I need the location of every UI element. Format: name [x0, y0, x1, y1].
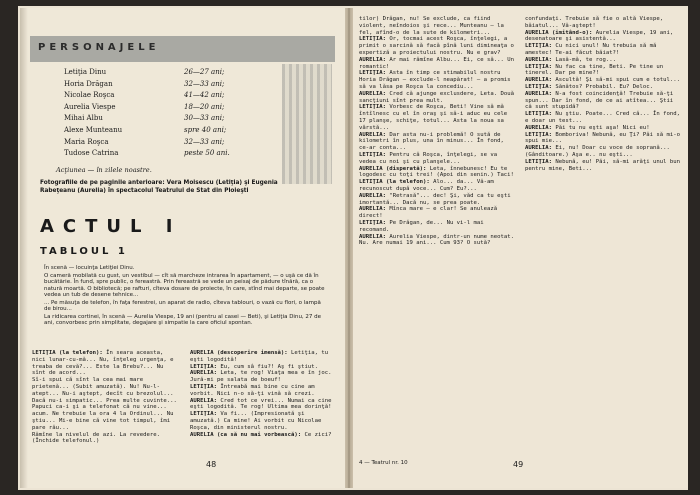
- cast-role: Mihai Albu: [64, 114, 103, 123]
- dialogue-text: Leta, înnebunesc! Eu te logodesc cu toţi trei! (Apoi din senin.) Taci!: [359, 165, 514, 179]
- dialogue-text: Cred tot ce vrei... Numai ca cine eşti logodită. Te rog! Ultima mea dorinţă!: [190, 397, 332, 411]
- cast-role: Horia Drăgan: [64, 79, 113, 88]
- right-page: [353, 8, 688, 488]
- dialogue-line: [359, 36, 517, 56]
- dialogue-line: [359, 57, 517, 71]
- dialogue-column-left-2: [190, 350, 335, 438]
- dialogue-text: Ce zici?: [304, 431, 332, 438]
- speaker-name: LETIŢIA:: [190, 411, 217, 418]
- dialogue-text: Ei, nu! Doar cu voce de soprană... (Gânditoare.) Aşa e.. nu eşti...: [525, 145, 670, 158]
- cast-role: Nicolae Roşca: [64, 91, 115, 100]
- speaker-name: AURELIA (descoperire imensă):: [190, 350, 288, 356]
- dialogue-line: [190, 370, 335, 384]
- cast-age: peste 50 ani.: [184, 149, 230, 158]
- dialogue-text: Or, tocmai acest Roşca, înţelegi, a primit o sarcină să facă pînă luni dimineaţa o expertiză a proiectului nostru. Nu e grav?: [359, 36, 514, 56]
- dialogue-line: [525, 64, 683, 78]
- dialogue-line: [32, 350, 180, 377]
- dialogue-line: [359, 70, 517, 90]
- cast-age: 32—33 ani;: [184, 137, 225, 146]
- dialogue-line: [359, 206, 517, 220]
- page-number-left: 48: [206, 460, 217, 469]
- dialogue-text: confundaţi. Trebuie să fie o altă Viespe, băiatul... Vă-aştept!: [525, 16, 664, 29]
- dialogue-line: [190, 432, 335, 439]
- cast-row: [64, 68, 314, 80]
- speaker-name: LETIŢIA:: [525, 63, 552, 70]
- dialogue-text: Ascultă! Şi să-mi spui cum e totul...: [555, 77, 680, 84]
- dialogue-line: [525, 57, 683, 64]
- dialogue-text: Păi tu nu eşti aşa! Nici eu!: [555, 124, 650, 131]
- stage-directions: [44, 265, 329, 328]
- personaje-title: PERSONAJELE: [38, 42, 160, 53]
- cast-row: [64, 80, 314, 92]
- dialogue-text: Letiţia, tu eşti logodită!: [190, 350, 329, 363]
- dialogue-text: Va fi... (Impresionată şi amuzată.) Ca mine! Ai vorbit cu Nicolae Roşca, din ministerul nostru.: [190, 411, 322, 431]
- act-title: ACTUL I: [40, 216, 182, 237]
- speaker-name: AURELIA:: [525, 145, 552, 152]
- cast-role: Alexe Munteanu: [64, 125, 123, 134]
- speaker-name: LETIŢIA:: [359, 36, 386, 43]
- dialogue-text: Dar asta nu-i problemă! O sută de kilometri în plus, una în minus... În fond, ce-ar conta...: [359, 131, 504, 152]
- cast-age: 26—27 ani;: [184, 68, 225, 76]
- speaker-name: LETIŢIA (la telefon):: [32, 350, 103, 356]
- speaker-name: AURELIA (disperată):: [359, 165, 427, 172]
- dialogue-text: În seara aceasta, nici lunar-cu-mă... Nu, înţeleg urgenţa, e treaba de cevă?... Este la Brebu?... Nu sînt de acord...: [32, 350, 174, 377]
- dialogue-text: Ar mai rămîne Albu... Ei, ce să... Un romantic!: [359, 56, 514, 70]
- speaker-name: AURELIA:: [359, 233, 386, 240]
- dialogue-text: Bomboriva! Nebună, eu Ţi? Păi să mi-o spui mie...: [525, 131, 680, 145]
- dialogue-line: [359, 132, 517, 152]
- speaker-name: LETIŢIA:: [525, 131, 552, 138]
- cast-age: 32—33 ani;: [184, 79, 225, 88]
- dialogue-line: [190, 411, 335, 431]
- dialogue-line: [525, 77, 683, 84]
- speaker-name: LETIŢIA:: [190, 383, 217, 390]
- cast-role: Letiţia Dinu: [64, 68, 107, 76]
- speaker-name: AURELIA:: [359, 131, 386, 138]
- speaker-name: AURELIA:: [525, 124, 552, 131]
- dialogue-text: N-a fost coincidenţă! Trebuie să-ţi spun... Dar în fond, de ce ai atîtea... Ştii că sunt stupidă?: [525, 90, 674, 111]
- photo-caption: Fotografiile de pe paginile anterioare: Vera Moisescu (Letiţia) şi Eugenia Rabeţeanu (Aurelia) în spectacolul Teatrului de Stat din Ploieşti: [40, 180, 278, 194]
- dialogue-text: Nebună, eu! Păi, să-mi arăţi unul bun pentru mine, Beti...: [525, 158, 680, 172]
- cast-role: Tudose Catrina: [64, 149, 119, 158]
- speaker-name: AURELIA:: [359, 206, 386, 213]
- speaker-name: AURELIA:: [525, 56, 552, 63]
- dialogue-text: Mînca mare — e clar! Se anulează direct!: [359, 206, 498, 220]
- speaker-name: AURELIA (ca să nu mai vorbească):: [190, 431, 302, 438]
- dialogue-text: Aurelia Viespe, 19 ani, desenatoare şi asistentă...: [525, 29, 674, 43]
- dialogue-line: [359, 193, 517, 207]
- stage-direction: O cameră mobilată cu gust, un vestibul — cît să marcheze intrarea în apartament, — o uşă ce dă în bucătărie. În fund, spre public, o fereastră. Prin fereastră se vede un peisaj de pădure tînără, ca o natură moartă. O bibliotecă; pe rafturi, cîteva dosare de proiecte, în care, stînd mai departe, se poate vedea un tub de desene tehnice...: [44, 272, 325, 298]
- dialogue-column-left-1: [32, 350, 180, 445]
- dialogue-text: Aurelia Viespe, dintr-un nume neotat. Nu. Are numai 19 ani... Cum 93? O sută?: [359, 233, 514, 247]
- cast-row: [64, 103, 314, 115]
- dialogue-line: [359, 220, 517, 234]
- dialogue-line: [32, 404, 180, 431]
- speaker-name: LETIŢIA:: [525, 83, 552, 90]
- speaker-name: LETIŢIA:: [525, 111, 552, 118]
- dialogue-line: [525, 111, 683, 125]
- dialogue-text: Leta, te rog! Viaţa mea e în joc. Jură-mi pe salata de boeuf!: [190, 370, 332, 384]
- dialogue-text: Lasă-mă, te rog...: [555, 56, 616, 63]
- dialogue-line: [525, 125, 683, 132]
- cast-row: [64, 126, 314, 138]
- speaker-name: AURELIA (imitând-o):: [525, 29, 593, 36]
- footer-label: 4 — Teatrul nr. 10: [359, 460, 408, 466]
- speaker-name: AURELIA:: [190, 370, 217, 377]
- dialogue-column-right-1: [359, 16, 517, 247]
- dialogue-line: [525, 91, 683, 111]
- dialogue-text: "Retrasă"... dec! Şi, văd ca tu eşti imortantă... Dacă nu, se prea poate.: [359, 192, 511, 206]
- cast-list: [64, 68, 314, 161]
- dialogue-line: [359, 166, 517, 180]
- dialogue-text: Alo... da... Vă-am recunoscut după voce... Cum? Eu?...: [359, 179, 494, 192]
- speaker-name: LETIŢIA:: [190, 363, 217, 370]
- dialogue-line: [190, 350, 335, 364]
- stage-direction: ... Pe măsuţa de telefon, în faţa ferestrei, un aparat de radio, cîteva tablouri, o vază cu flori, o lampă de birou...: [44, 299, 321, 312]
- speaker-name: AURELIA:: [525, 77, 552, 84]
- cast-row: [64, 114, 314, 126]
- cast-age: 41—42 ani;: [184, 91, 225, 100]
- dialogue-line: [359, 16, 517, 36]
- dialogue-text: Întreabă mai bine cu cine am vorbit. Nici n-o să-ţi vină să crezi.: [190, 383, 315, 397]
- dialogue-text: tilor) Drăgan, nu! Se exclude, ca fiind violent, neîndoios şi rece... Munteanu — la fel, afînd-o de la sute de kilometri...: [359, 16, 504, 36]
- speaker-name: LETIŢIA:: [359, 70, 386, 77]
- dialogue-text: Nu ştiu. Poate... Cred că... În fond, e doar un test...: [525, 111, 680, 124]
- dialogue-line: [359, 104, 517, 131]
- dialogue-line: [525, 84, 683, 91]
- left-page: [20, 8, 345, 488]
- speaker-name: AURELIA:: [525, 90, 552, 97]
- dialogue-text: Papuci ca-i şi a telefonat că nu vine... acum. Ne trebuie la ora 4 la Ordinul... Nu ştiu... Mi-e bine că vine tot timpul, îmi pare rău...: [32, 404, 174, 431]
- cast-age: spre 40 ani;: [184, 125, 227, 134]
- speaker-name: LETIŢIA:: [525, 43, 552, 50]
- dialogue-line: [525, 16, 683, 30]
- cast-note: Acţiunea — în zilele noastre.: [56, 166, 152, 174]
- page-number-right: 49: [513, 460, 524, 469]
- dialogue-line: [525, 30, 683, 44]
- speaker-name: AURELIA:: [359, 56, 386, 63]
- dialogue-line: [190, 384, 335, 398]
- speaker-name: LETIŢIA (la telefon):: [359, 179, 430, 186]
- dialogue-text: Asta în timp ce stimabilul nostru Horia Drăgan — exclude-l neapărat! — a promis să va lăsa pe Roşca la concediu...: [359, 70, 511, 90]
- dialogue-text: Pe Drăgan, de... Nu vi-l mai recomand.: [359, 219, 484, 233]
- tableau-title: TABLOUL 1: [40, 246, 128, 257]
- dialogue-line: [190, 398, 335, 412]
- dialogue-text: Sănătos? Probabil. Eu? Deloc.: [555, 83, 653, 90]
- dialogue-text: Vorbesc de Roşca, Beti! Vine să mă întîlnesc cu el în oraş şi să-i aduc eu cele 17 planşe, schiţe, totul... Asta la noua sa vârstă...: [359, 104, 508, 131]
- dialogue-line: [525, 159, 683, 173]
- dialogue-text: Eu, cum sâ fiu?! Aş fi ştiut.: [220, 363, 318, 370]
- speaker-name: LETIŢIA:: [525, 158, 552, 165]
- dialogue-line: [525, 145, 683, 159]
- dialogue-text: Rămîne la nivelul de azi. La revedere. (Închide telefonul.): [32, 431, 160, 445]
- dialogue-line: [525, 43, 683, 57]
- cast-age: 18—20 ani;: [184, 102, 225, 111]
- speaker-name: AURELIA:: [359, 90, 386, 97]
- dialogue-text: Pentru că Roşca, înţelegi, se va vedea cu noi şi cu planşele...: [359, 151, 498, 165]
- dialogue-line: [525, 132, 683, 146]
- dialogue-column-right-2: [525, 16, 683, 172]
- speaker-name: LETIŢIA:: [359, 151, 386, 158]
- dialogue-text: Nu fac ca tine, Beti. Pe tine un tinerel. Dar pe mine?!: [525, 63, 664, 77]
- dialogue-text: Sî-i spui că sînt la cea mai mare prietenă... (Subit amuzată). Nu! Nu-l-atept... Nu-i aştept, decît cu brezolul... Dacă nu-i simpatic... Prea multe cuvinte...: [32, 377, 177, 404]
- cast-row: [64, 138, 314, 150]
- dialogue-line: [359, 179, 517, 193]
- dialogue-line: [32, 432, 180, 446]
- cast-role: Aurelia Viespe: [64, 102, 116, 111]
- speaker-name: LETIŢIA:: [359, 219, 386, 226]
- page-edge-shadow: [20, 8, 28, 488]
- dialogue-line: [359, 234, 517, 248]
- cast-row: [64, 91, 314, 103]
- cast-role: Maria Roşca: [64, 137, 109, 146]
- scene-heading: În scenă — locuinţa Letiţiei Dinu.: [44, 265, 135, 271]
- dialogue-text: Cred că ajunge exclusdere, Leta. Două sancţiuni sînt prea mult.: [359, 90, 514, 104]
- dialogue-text: Cu nici unul! Nu trebuia să mă amestec! Te-ai făcut băiat?!: [525, 43, 657, 56]
- stage-direction: La ridicarea cortinei, în scenă — Aurelia Viespe, 19 ani (pentru al casei — Beti), şi Letiţia Dinu, 27 de ani, convorbesc prin simplitate, degajare şi simpatie la care oficiul spontan.: [44, 313, 322, 326]
- dialogue-line: [32, 377, 180, 404]
- cast-age: 30—33 ani;: [184, 114, 225, 123]
- cast-row: [64, 149, 314, 161]
- personaje-header-bar: [30, 36, 335, 62]
- speaker-name: AURELIA:: [190, 397, 217, 404]
- dialogue-line: [359, 152, 517, 166]
- speaker-name: AURELIA:: [359, 192, 386, 199]
- speaker-name: LETIŢIA:: [359, 104, 386, 111]
- dialogue-line: [359, 91, 517, 105]
